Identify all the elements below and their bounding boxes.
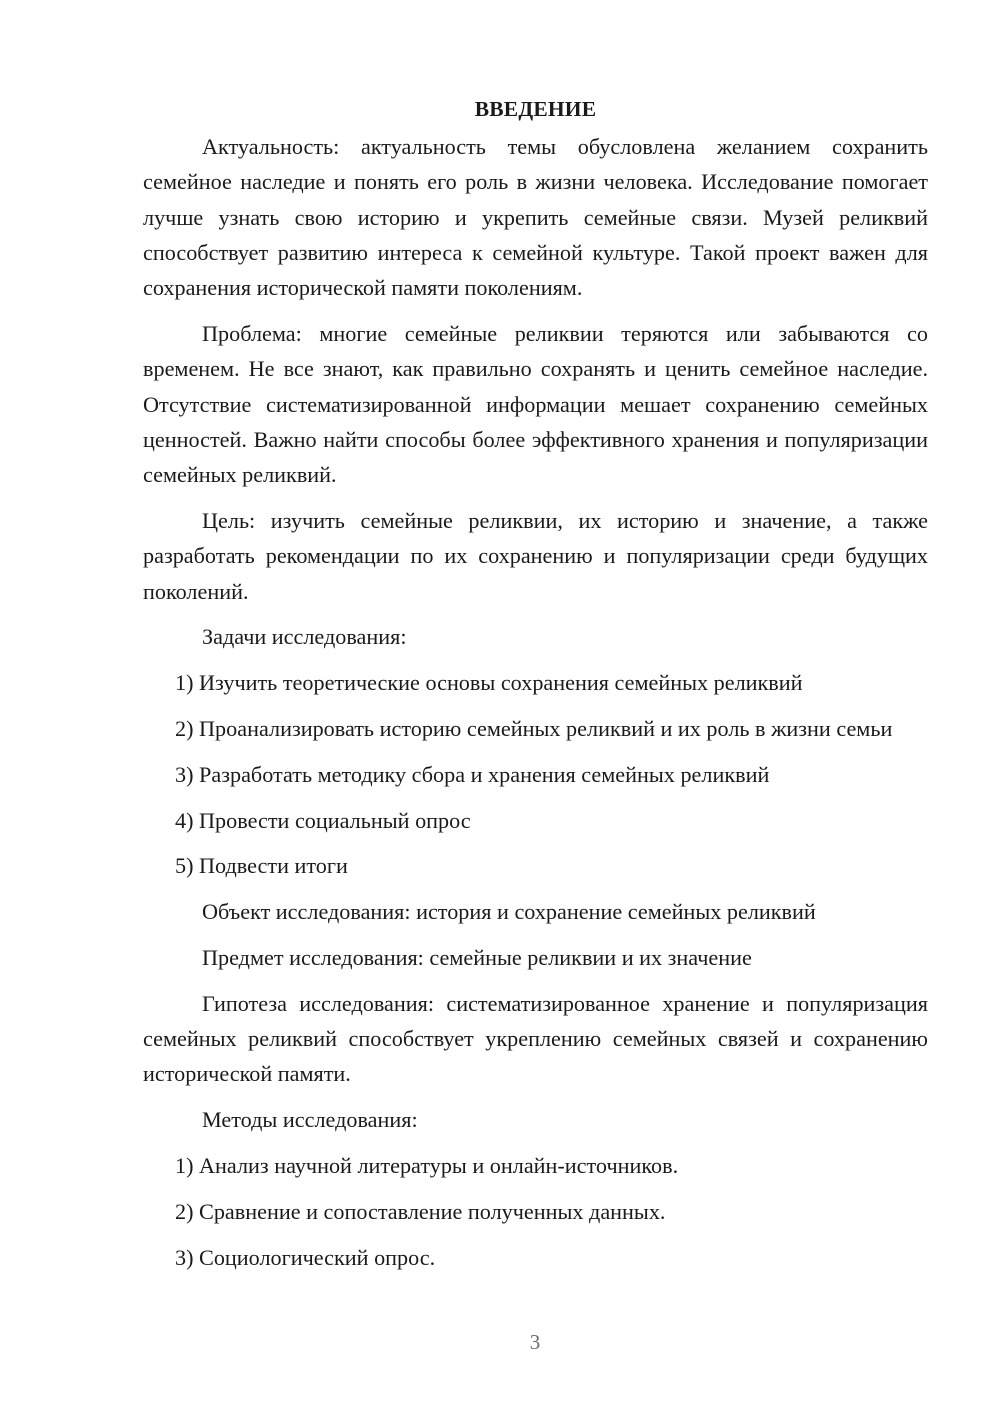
paragraph-subject: Предмет исследования: семейные реликвии и их значение <box>202 944 752 970</box>
page-title: ВВЕДЕНИЕ <box>474 97 597 121</box>
method-item-1: 1) Анализ научной литературы и онлайн-источников. <box>175 1152 679 1178</box>
paragraph-relevance: Актуальность: актуальность темы обусловлена желанием сохранить семейное наследие и понять его роль в жизни человека. Исследование помогает лучше узнать свою историю и укрепить семейные связи. Музей реликвий способствует развитию интереса к семейной культуре. Такой проект важен для сохранения исторической памяти поколениям. <box>143 134 928 301</box>
paragraph-methods-heading: Методы исследования: <box>202 1107 418 1133</box>
paragraph-hypothesis: Гипотеза исследования: систематизированное хранение и популяризация семейных реликвий способствует укреплению семейных связей и сохранению исторической памяти. <box>143 990 928 1087</box>
paragraph-goal: Цель: изучить семейные реликвии, их историю и значение, а также разработать рекомендации по их сохранению и популяризации среди будущих поколений. <box>143 507 928 604</box>
page-number: 3 <box>529 1330 541 1354</box>
method-item-3: 3) Социологический опрос. <box>175 1244 436 1270</box>
task-item-3: 3) Разработать методику сбора и хранения семейных реликвий <box>175 761 770 787</box>
method-item-2: 2) Сравнение и сопоставление полученных данных. <box>175 1198 666 1224</box>
paragraph-tasks-heading: Задачи исследования: <box>202 624 407 650</box>
paragraph-problem: Проблема: многие семейные реликвии теряются или забываются со временем. Не все знают, как правильно сохранять и ценить семейное наследие. Отсутствие систематизированной информации мешает сохранению семейных ценностей. Важно найти способы более эффективного хранения и популяризации семейных реликвий. <box>143 320 928 488</box>
task-item-2: 2) Проанализировать историю семейных реликвий и их роль в жизни семьи <box>175 715 893 741</box>
task-item-1: 1) Изучить теоретические основы сохранения семейных реликвий <box>175 670 803 696</box>
task-item-4: 4) Провести социальный опрос <box>175 807 471 833</box>
paragraph-object: Объект исследования: история и сохранение семейных реликвий <box>202 899 816 925</box>
page-content <box>143 92 928 1285</box>
task-item-5: 5) Подвести итоги <box>175 853 348 879</box>
